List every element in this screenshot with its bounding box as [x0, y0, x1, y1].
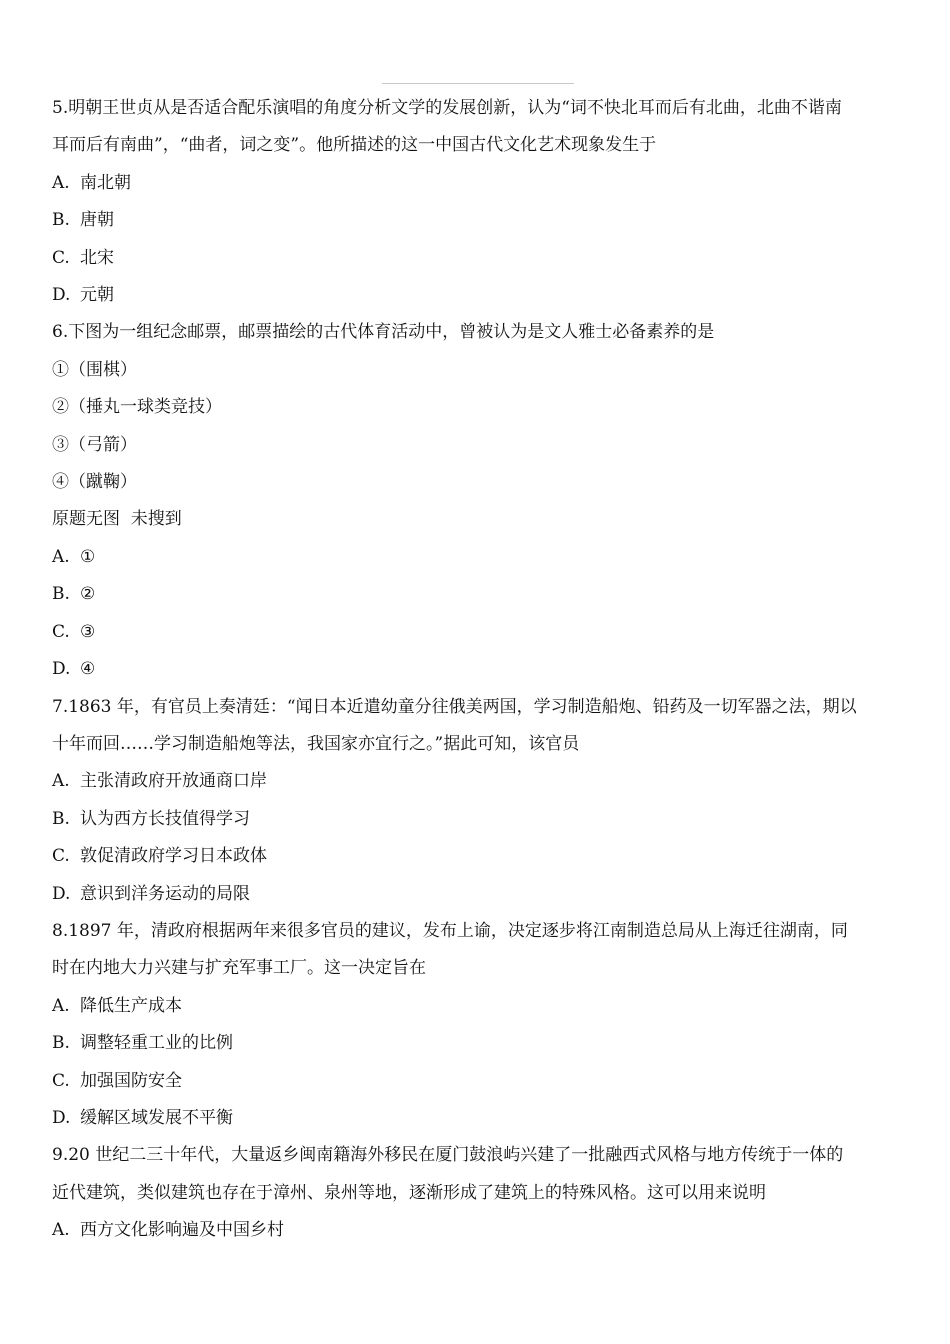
- question-9: [52, 1137, 908, 1249]
- option-c[interactable]: [52, 240, 908, 277]
- option-letter: B.: [52, 808, 70, 829]
- option-text: 西方文化影响遍及中国乡村: [80, 1220, 284, 1241]
- option-text: ②: [80, 584, 96, 605]
- option-text: ①: [80, 546, 96, 567]
- option-letter: C.: [52, 1070, 70, 1091]
- stamp-item: ①（围棋）: [52, 359, 137, 380]
- stamp-item: ②（捶丸一球类竞技）: [52, 397, 222, 418]
- option-text: 加强国防安全: [80, 1070, 182, 1091]
- option-letter: B.: [52, 584, 70, 605]
- option-b[interactable]: [52, 801, 908, 838]
- question-5: [52, 90, 908, 314]
- option-b[interactable]: [52, 576, 908, 613]
- question-7: [52, 689, 908, 913]
- option-letter: D.: [52, 883, 71, 904]
- option-a[interactable]: [52, 165, 908, 202]
- stamp-item: ④（蹴鞠）: [52, 472, 137, 493]
- header-divider: [382, 83, 574, 84]
- question-stem-line: 7.1863 年，有官员上奏清廷：“闻日本近遣幼童分往俄美两国，学习制造船炮、铅药及一切军器之法，期以: [52, 696, 857, 717]
- question-stem-line: 时在内地大力兴建与扩充军事工厂。这一决定旨在: [52, 958, 426, 979]
- option-d[interactable]: [52, 651, 908, 688]
- option-d[interactable]: [52, 876, 908, 913]
- question-stem-line: 8.1897 年，清政府根据两年来很多官员的建议，发布上谕，决定逐步将江南制造总局从上海迁往湖南，同: [52, 920, 848, 941]
- option-letter: A.: [52, 546, 70, 567]
- stamp-item: ③（弓箭）: [52, 434, 137, 455]
- option-letter: C.: [52, 621, 70, 642]
- option-text: 降低生产成本: [80, 995, 182, 1016]
- option-letter: D.: [52, 285, 71, 306]
- option-c[interactable]: [52, 1063, 908, 1100]
- option-c[interactable]: [52, 614, 908, 651]
- option-letter: C.: [52, 247, 70, 268]
- question-stem-line: 十年而回……学习制造船炮等法，我国家亦宜行之。”据此可知，该官员: [52, 733, 580, 754]
- question-stem-line: 6.下图为一组纪念邮票，邮票描绘的古代体育活动中，曾被认为是文人雅士必备素养的是: [52, 322, 715, 343]
- option-text: 意识到洋务运动的局限: [80, 883, 250, 904]
- question-8: [52, 913, 908, 1137]
- option-text: 认为西方长技值得学习: [80, 808, 250, 829]
- option-text: ④: [80, 659, 96, 680]
- question-stem-line: 5.明朝王世贞从是否适合配乐演唱的角度分析文学的发展创新，认为“词不快北耳而后有北曲，北曲不谐南: [52, 98, 842, 118]
- exam-page: [52, 90, 908, 1250]
- option-a[interactable]: [52, 988, 908, 1025]
- option-letter: B.: [52, 210, 70, 231]
- option-letter: A.: [52, 1220, 70, 1241]
- option-text: ③: [80, 621, 96, 642]
- option-d[interactable]: [52, 1100, 908, 1137]
- option-a[interactable]: [52, 763, 908, 800]
- question-6: [52, 314, 908, 688]
- option-text: 元朝: [80, 285, 114, 306]
- missing-image-note: 原题无图 未搜到: [52, 509, 182, 530]
- option-text: 北宋: [80, 247, 114, 268]
- option-letter: D.: [52, 1107, 71, 1128]
- option-b[interactable]: [52, 1025, 908, 1062]
- option-a[interactable]: [52, 1212, 908, 1249]
- option-letter: A.: [52, 771, 70, 792]
- option-text: 主张清政府开放通商口岸: [80, 771, 267, 792]
- question-stem-line: 耳而后有南曲”，“曲者，词之变”。他所描述的这一中国古代文化艺术现象发生于: [52, 135, 657, 156]
- option-text: 敦促清政府学习日本政体: [80, 846, 267, 867]
- option-letter: C.: [52, 846, 70, 867]
- option-letter: B.: [52, 1033, 70, 1054]
- question-stem-line: 近代建筑，类似建筑也存在于漳州、泉州等地，逐渐形成了建筑上的特殊风格。这可以用来说明: [52, 1182, 766, 1203]
- option-c[interactable]: [52, 838, 908, 875]
- option-text: 唐朝: [80, 210, 114, 231]
- option-b[interactable]: [52, 202, 908, 239]
- option-d[interactable]: [52, 277, 908, 314]
- option-text: 南北朝: [80, 172, 131, 193]
- option-a[interactable]: [52, 539, 908, 576]
- question-stem-line: 9.20 世纪二三十年代，大量返乡闽南籍海外移民在厦门鼓浪屿兴建了一批融西式风格与地方传统于一体的: [52, 1145, 844, 1166]
- option-letter: A.: [52, 172, 70, 193]
- option-letter: D.: [52, 659, 71, 680]
- option-text: 调整轻重工业的比例: [80, 1033, 233, 1054]
- option-text: 缓解区域发展不平衡: [80, 1107, 233, 1128]
- option-letter: A.: [52, 995, 70, 1016]
